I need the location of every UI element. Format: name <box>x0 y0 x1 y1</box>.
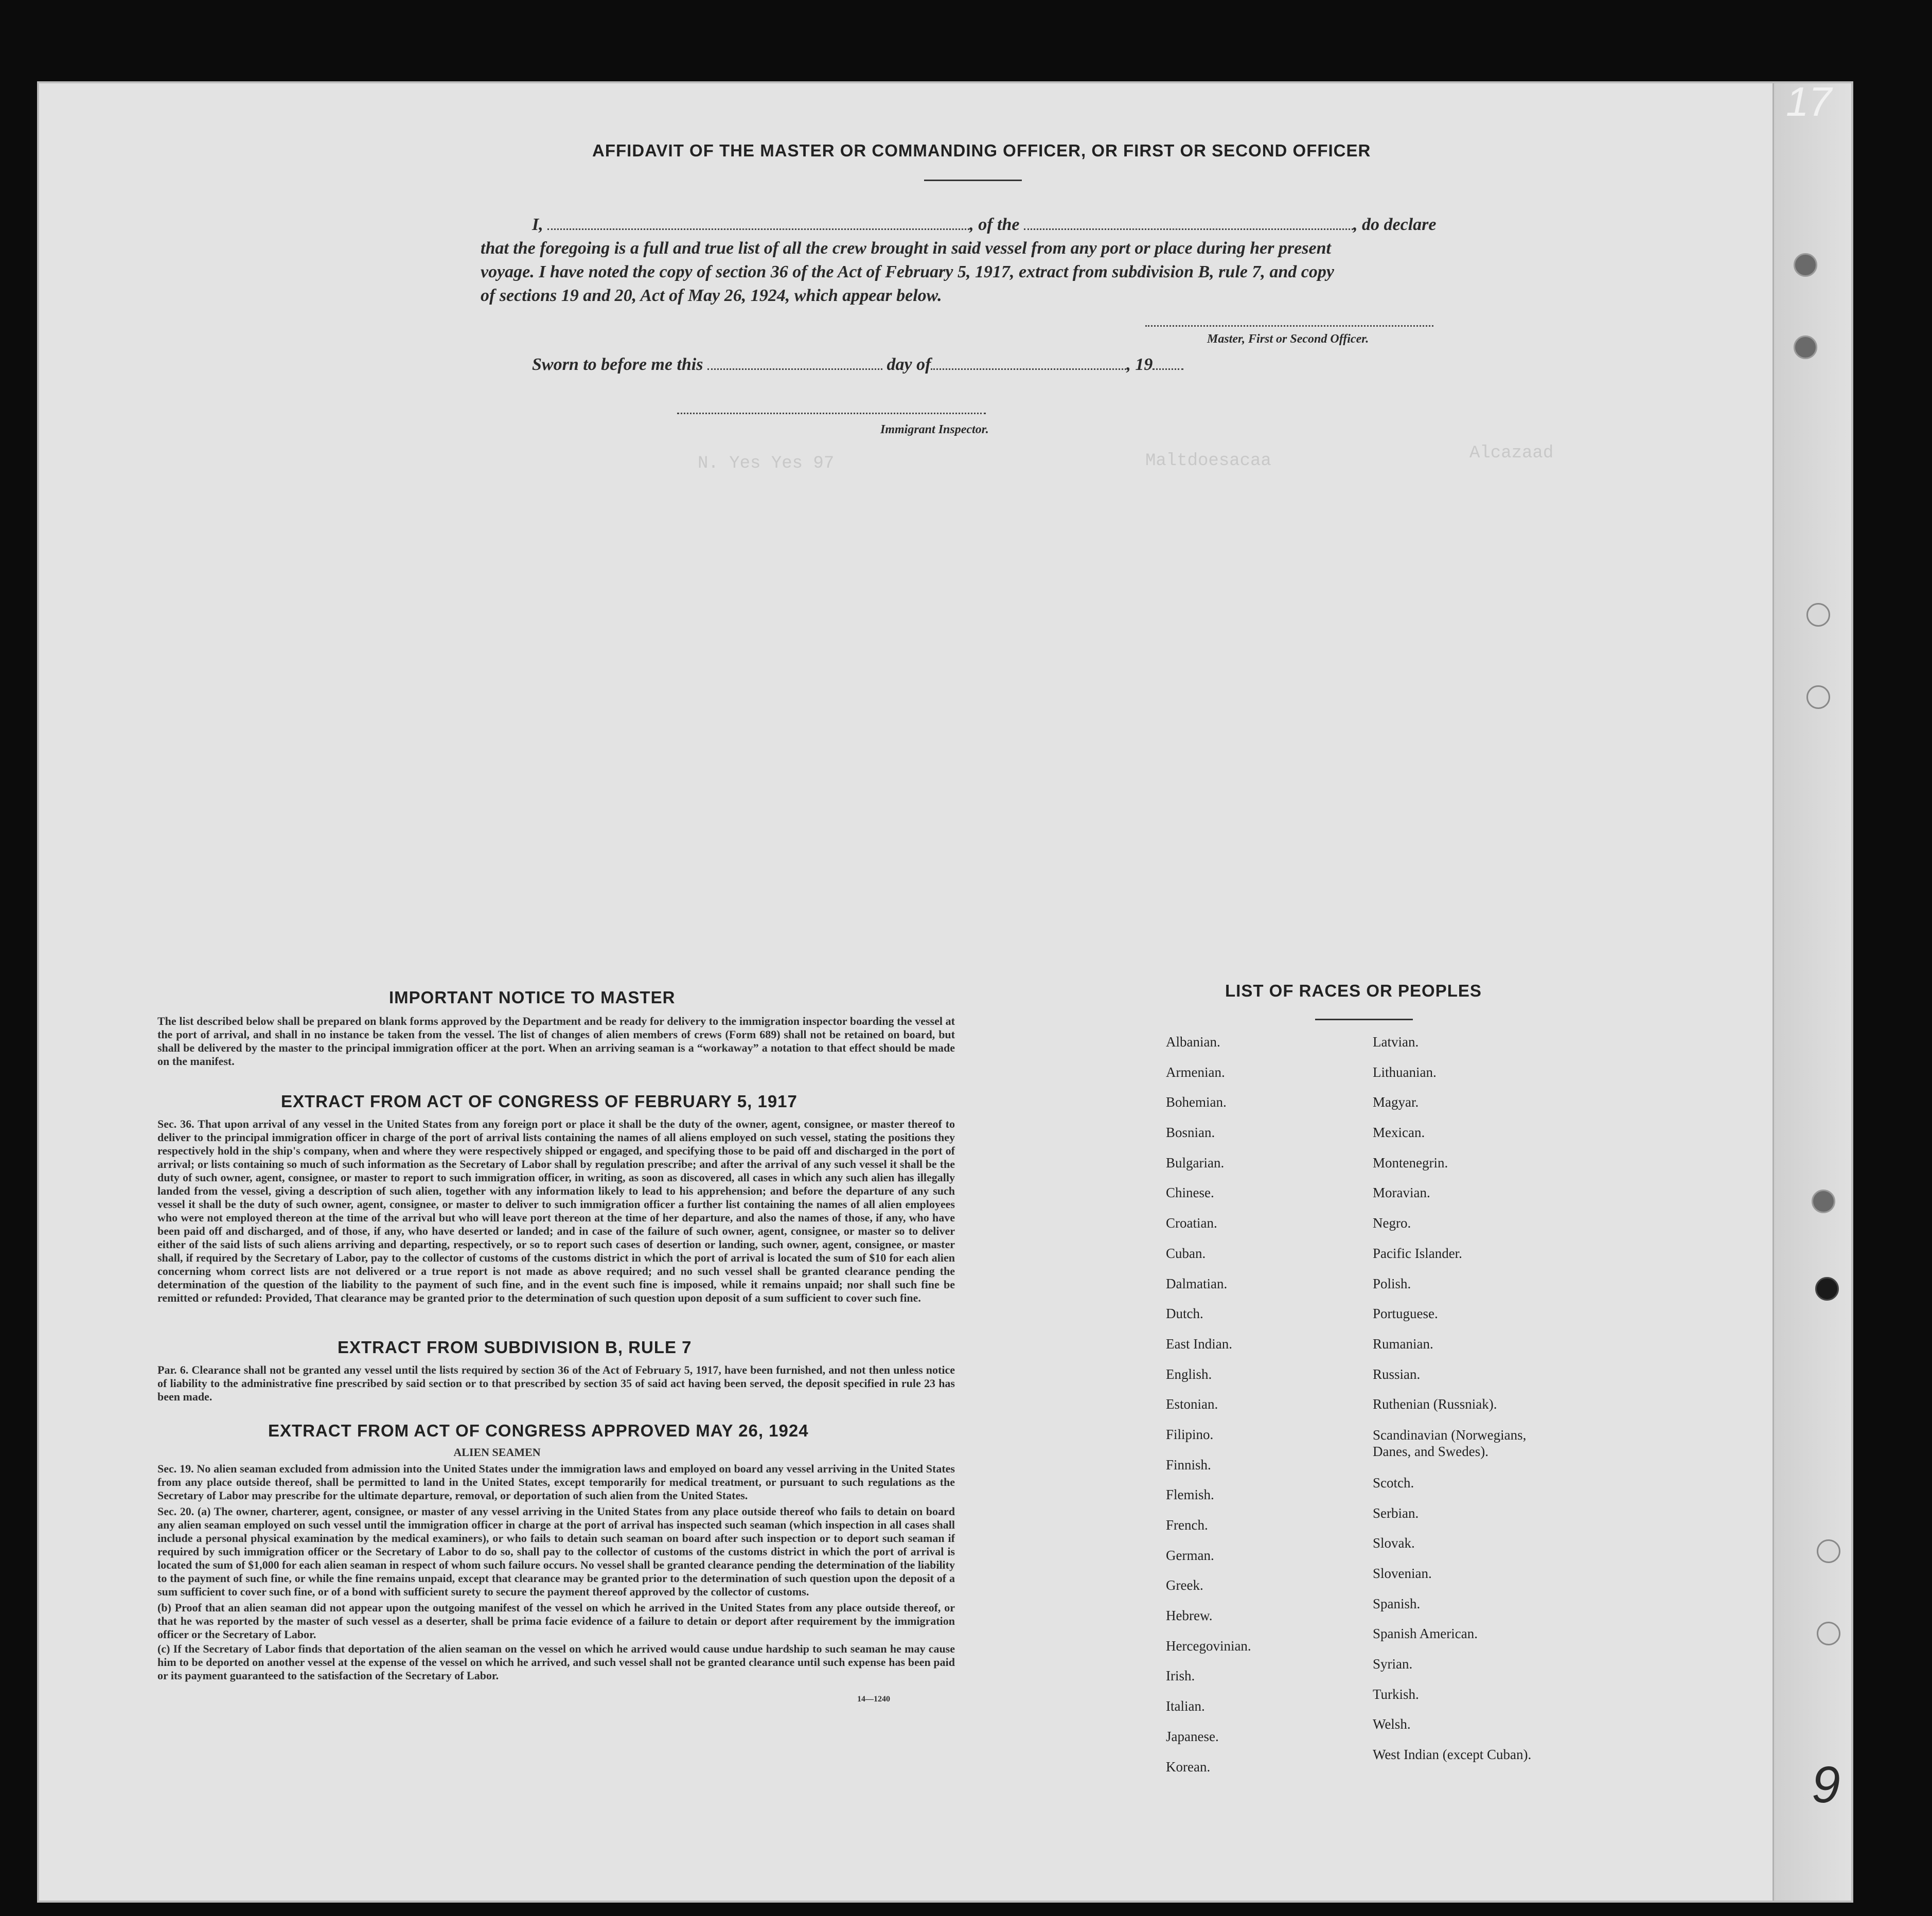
race-item: Dutch. <box>1166 1306 1203 1322</box>
race-item: West Indian (except Cuban). <box>1373 1747 1532 1763</box>
extract-1917-body: Sec. 36. That upon arrival of any vessel in the United States from any foreign port or place it shall be the duty of the owner, agent, consignee, or master thereof to deliver to the principal immigration officer in charge of the port of arrival lists containing the names of all aliens employed on such vessel, stating the positions they respectively hold in the ship's company, when and where they were respectively shipped or engaged, and specifying those to be paid off and discharged in the port of arrival; or lists containing so much of such information as the Secretary of Labor shall by regulation prescribe; and after the arrival of any such vessel it shall be the duty of such owner, agent, consignee, or master to report to such immigration officer, in writing, as soon as discovered, all cases in which any such alien has illegally landed from the vessel, giving a description of such alien, together with any information likely to lead to his apprehension; and before the departure of any such vessel it shall be the duty of such owner, agent, consignee, or master to deliver to such immigration officer a further list containing the names of all alien employees who were not employed thereon at the time of the arrival but who will leave port thereon at the time of her departure, and also the names of those, if any, who have been paid off and discharged, and of those, if any, who have deserted or landed; and in case of the failure of such owner, agent, consignee, or master so to deliver either of the said lists of such aliens arriving and departing, respectively, or so to report such cases of desertion or landing, such owner, agent, consignee, or master shall, if required by the Secretary of Labor, pay to the collector of customs of the customs district in which the port of arrival is located the sum of $10 for each alien concerning whom correct lists are not delivered or a true report is not made as above required; and no such vessel shall be granted clearance pending the determination of the question of the liability to the payment of such fine, and in the event such fine is imposed, while it remains unpaid; nor shall such fine be remitted or refunded: Provided, That clearance may be granted prior to the determination of such question upon deposit of a sum sufficient to cover such fine. <box>157 1117 955 1304</box>
handwritten-page-number: 9 <box>1812 1756 1840 1814</box>
handwritten-corner-mark: 17 <box>1786 79 1832 125</box>
race-item: Syrian. <box>1373 1656 1413 1672</box>
race-item: Slovenian. <box>1373 1566 1432 1581</box>
name-blank <box>547 228 969 230</box>
bleed-through-text: Maltdoesacaa <box>1145 451 1271 471</box>
punch-hole <box>1812 1190 1835 1213</box>
race-item: Russian. <box>1373 1366 1421 1382</box>
race-item: Slovak. <box>1373 1535 1415 1551</box>
race-item: French. <box>1166 1517 1208 1533</box>
sworn-month-blank <box>931 368 1126 370</box>
sworn-year: , 19 <box>1126 355 1153 374</box>
race-item: Croatian. <box>1166 1215 1217 1231</box>
punch-hole <box>1817 1539 1840 1563</box>
race-item: Rumanian. <box>1373 1336 1433 1352</box>
race-item: Korean. <box>1166 1759 1211 1775</box>
races-title: LIST OF RACES OR PEOPLES <box>1225 981 1482 1000</box>
race-item: Cuban. <box>1166 1245 1206 1261</box>
punch-hole <box>1815 1277 1839 1301</box>
race-item: German. <box>1166 1547 1214 1563</box>
affidavit-line-4: of sections 19 and 20, Act of May 26, 1924, which appear below. <box>481 286 942 305</box>
race-item: Filipino. <box>1166 1426 1214 1442</box>
extract-1924-title: EXTRACT FROM ACT OF CONGRESS APPROVED MAY 26, 1924 <box>268 1421 809 1440</box>
races-left-column <box>1166 1034 1251 1789</box>
race-item: Serbian. <box>1373 1505 1419 1521</box>
race-item: Moravian. <box>1373 1185 1430 1201</box>
race-item: Italian. <box>1166 1698 1205 1714</box>
races-title-underline <box>1315 1019 1413 1020</box>
vessel-blank <box>1024 228 1353 230</box>
sworn-day-blank <box>707 368 882 370</box>
race-item: Estonian. <box>1166 1396 1218 1412</box>
rule7-body: Par. 6. Clearance shall not be granted any vessel until the lists required by section 36 of the Act of February 5, 1917, have been furnished, and not then unless notice of liability to the administrative fine prescribed by said section or to that prescribed by section 35 of said act having been served, the deposit specified in rule 23 has been made. <box>157 1363 955 1403</box>
race-item: Mexican. <box>1373 1125 1425 1141</box>
extract-1924-sec20c: (c) If the Secretary of Labor finds that deportation of the alien seaman on the vessel on which he arrived would cause undue hardship to such seaman he may cause him to be deported on another vessel at the expense of the vessel on which he arrived, and such vessel shall not be granted clearance until such expense has been paid or its payment guaranteed to the satisfaction of the Secretary of Labor. <box>157 1642 955 1682</box>
race-item: Ruthenian (Russniak). <box>1373 1396 1497 1412</box>
race-item: Welsh. <box>1373 1716 1411 1732</box>
race-item: Greek. <box>1166 1577 1203 1593</box>
affidavit-line-2: that the foregoing is a full and true list of all the crew brought in said vessel from any port or place during her present <box>481 239 1331 258</box>
extract-1924-subtitle: ALIEN SEAMEN <box>453 1446 541 1459</box>
notice-body: The list described below shall be prepared on blank forms approved by the Department and be ready for delivery to the immigration inspector boarding the vessel at the port of arrival, and shall in no instance be taken from the vessel. The list of changes of alien members of crews (Form 689) shall not be retained on board, but shall be delivered by the master to the principal immigration officer at the port. When an arriving seaman is a “workaway” a notation to that effect should be made on the manifest. <box>157 1015 955 1068</box>
race-item: Hebrew. <box>1166 1608 1213 1624</box>
master-signature-label: Master, First or Second Officer. <box>1207 332 1369 346</box>
race-item: Scandinavian (Norwegians, Danes, and Swedes). <box>1373 1427 1527 1459</box>
document-sheet <box>37 81 1853 1903</box>
notice-title: IMPORTANT NOTICE TO MASTER <box>389 988 676 1007</box>
race-item: Negro. <box>1373 1215 1411 1231</box>
affidavit-i: I, <box>532 215 543 234</box>
rule7-title: EXTRACT FROM SUBDIVISION B, RULE 7 <box>338 1338 692 1357</box>
punch-hole <box>1806 685 1830 709</box>
affidavit-line-1 <box>532 215 1436 235</box>
punch-hole <box>1794 335 1817 359</box>
race-item: Scotch. <box>1373 1475 1414 1491</box>
affidavit-title: AFFIDAVIT OF THE MASTER OR COMMANDING OFFICER, OR FIRST OR SECOND OFFICER <box>592 141 1371 160</box>
extract-1924-sec20a: Sec. 20. (a) The owner, charterer, agent, consignee, or master of any vessel arriving in the United States from any place outside thereof who fails to detain on board any alien seaman employed on such vessel until the immigration officer in charge at the port of arrival has inspected such seaman (which inspection in all cases shall include a personal physical examination by the medical examiners), or who fails to detain such seaman on board after such inspection or to deport such seaman if required by such immigration officer or the Secretary of Labor to do so, shall pay to the collector of customs of the customs district in which the port of arrival is located the sum of $1,000 for each alien seaman in respect of whom such failure occurs. No vessel shall be granted clearance pending the determination of the liability to the payment of such fine, or while the fine remains unpaid, except that clearance may be granted prior to the determination of such question upon the deposit of a sum sufficient to cover such fine, or of a bond with sufficient surety to secure the payment thereof approved by the collector of customs. <box>157 1505 955 1598</box>
race-item: Japanese. <box>1166 1728 1219 1744</box>
race-item: Lithuanian. <box>1373 1064 1437 1080</box>
extract-1924-sec20b: (b) Proof that an alien seaman did not appear upon the outgoing manifest of the vessel on which he arrived in the United States from any place outside thereof, or that he was reported by the master of such vessel as a deserter, shall be prima facie evidence of a failure to detain or deport after requirement by the immigration officer or the Secretary of Labor. <box>157 1601 955 1641</box>
race-item: Armenian. <box>1166 1064 1225 1080</box>
race-item: Magyar. <box>1373 1094 1419 1110</box>
race-item: Portuguese. <box>1373 1306 1438 1322</box>
race-item: Dalmatian. <box>1166 1275 1228 1291</box>
punch-hole <box>1794 253 1817 277</box>
race-item: English. <box>1166 1366 1212 1382</box>
affidavit-do-declare: , do declare <box>1353 215 1437 234</box>
master-signature-line <box>1145 325 1433 327</box>
inspector-label: Immigrant Inspector. <box>880 423 989 436</box>
race-item: Flemish. <box>1166 1487 1214 1503</box>
race-item: Pacific Islander. <box>1373 1245 1462 1261</box>
race-item: Hercegovinian. <box>1166 1638 1251 1654</box>
affidavit-of-the: , of the <box>969 215 1020 234</box>
race-item: Polish. <box>1373 1275 1411 1291</box>
bleed-through-text: N. Yes Yes 97 <box>698 454 835 473</box>
races-right-column <box>1373 1034 1558 1777</box>
race-item: Bulgarian. <box>1166 1155 1225 1170</box>
affidavit-line-3: voyage. I have noted the copy of section 36 of the Act of February 5, 1917, extract from subdivision B, rule 7, and copy <box>481 262 1334 281</box>
form-number: 14—1240 <box>857 1695 890 1704</box>
punch-hole <box>1817 1622 1840 1645</box>
race-item: Albanian. <box>1166 1034 1220 1050</box>
inspector-signature-line <box>677 413 986 414</box>
race-item: Montenegrin. <box>1373 1155 1448 1170</box>
sworn-day-of: day of <box>887 355 931 374</box>
race-item: Irish. <box>1166 1668 1195 1684</box>
race-item: Chinese. <box>1166 1185 1214 1201</box>
sworn-label: Sworn to before me this <box>532 355 703 374</box>
extract-1917-title: EXTRACT FROM ACT OF CONGRESS OF FEBRUARY 5, 1917 <box>281 1092 797 1111</box>
race-item: Finnish. <box>1166 1457 1211 1473</box>
sworn-line <box>532 355 1183 375</box>
race-item: Spanish. <box>1373 1595 1421 1611</box>
race-item: East Indian. <box>1166 1336 1232 1352</box>
extract-1924-sec19: Sec. 19. No alien seaman excluded from admission into the United States under the immigration laws and employed on board any vessel arriving in the United States from any place outside thereof, shall be permitted to land in the United States, except temporarily for medical treatment, or pursuant to such regulations as the Secretary of Labor may prescribe for the ultimate departure, removal, or deportation of such alien from the United States. <box>157 1462 955 1502</box>
title-underline <box>924 180 1022 181</box>
bleed-through-text: Alcazaad <box>1469 443 1554 463</box>
race-item: Latvian. <box>1373 1034 1419 1050</box>
race-item: Bosnian. <box>1166 1125 1215 1141</box>
race-item: Spanish American. <box>1373 1626 1478 1642</box>
sworn-year-blank <box>1153 368 1183 370</box>
race-item: Bohemian. <box>1166 1094 1227 1110</box>
race-item: Turkish. <box>1373 1686 1419 1702</box>
punch-hole <box>1806 603 1830 627</box>
